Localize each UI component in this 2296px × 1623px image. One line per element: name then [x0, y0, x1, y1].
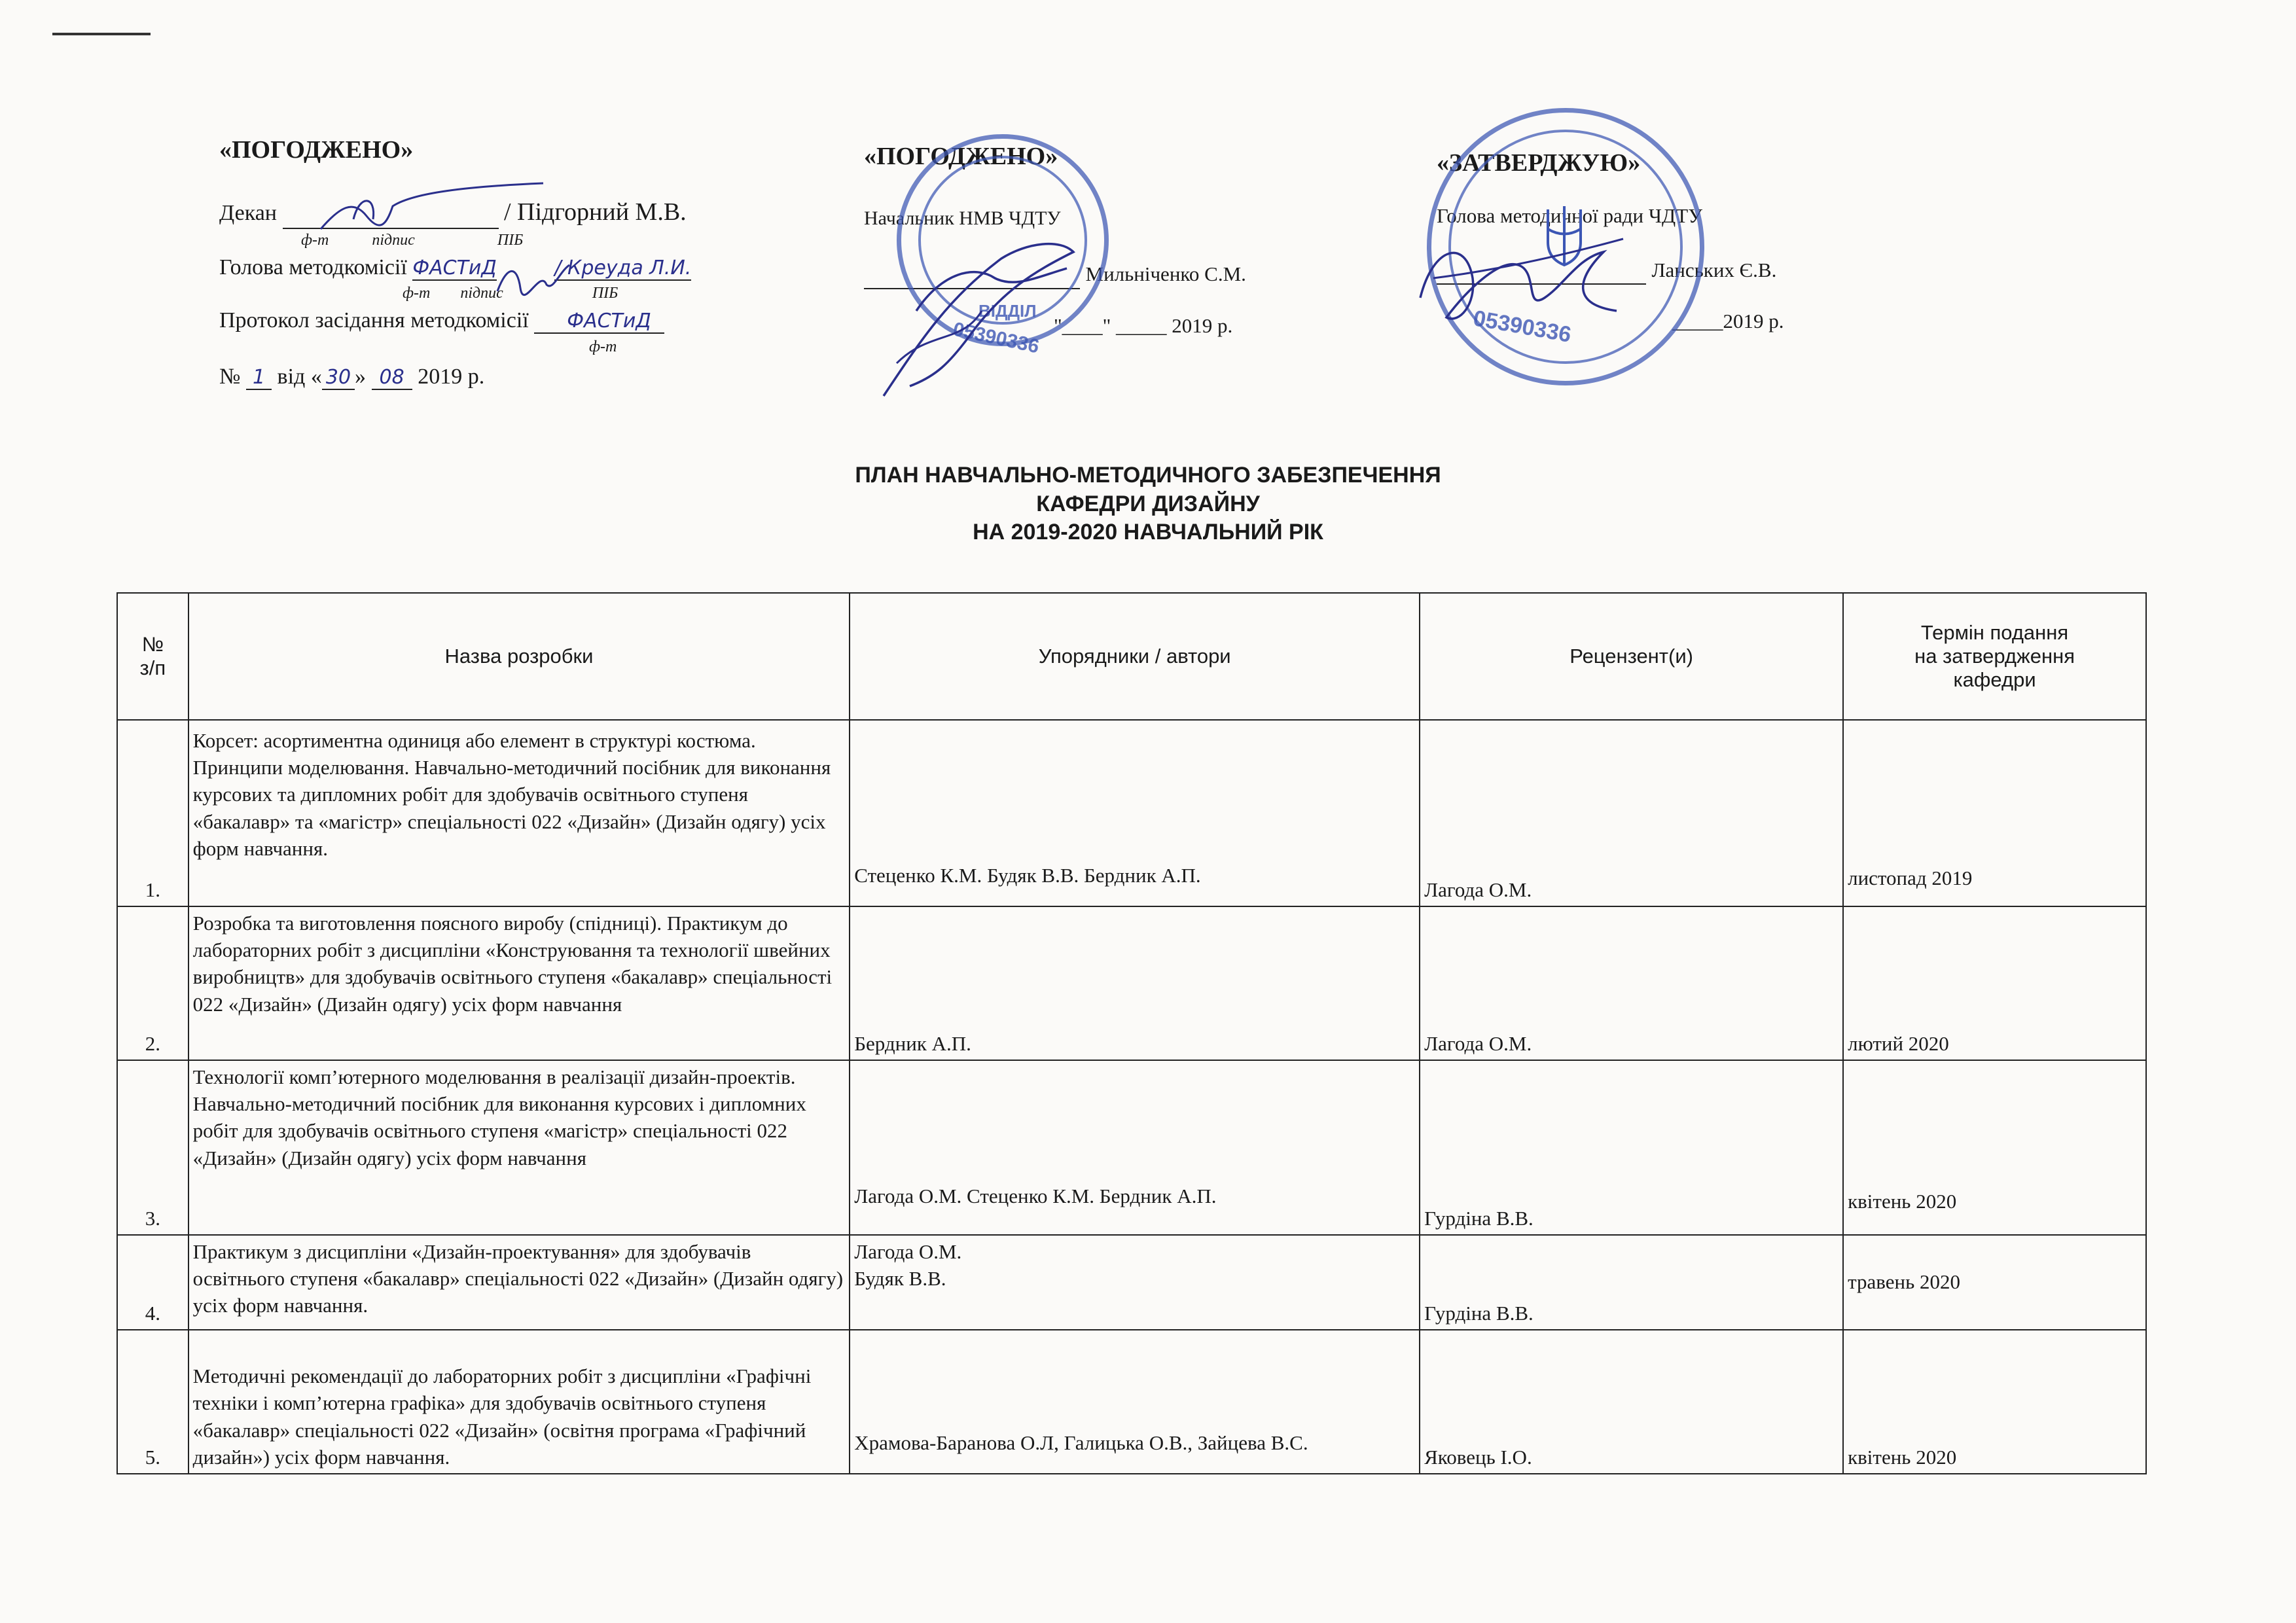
- row-number: 2.: [117, 906, 188, 1060]
- method-commission-label: Голова методкомісії: [219, 255, 407, 279]
- nmv-stamp-word: ВІДДІЛ: [978, 301, 1037, 321]
- document-title: [0, 461, 2296, 547]
- row-term: травень 2020: [1843, 1235, 2146, 1330]
- scan-edge-mark: [52, 33, 151, 35]
- protocol-month-handwritten: 08: [372, 366, 412, 390]
- nmv-date: "____" _____ 2019 р.: [1054, 313, 1233, 337]
- row-term: лютий 2020: [1843, 906, 2146, 1060]
- row-authors: Храмова-Баранова О.Л, Галицька О.В., Зайцева В.С.: [850, 1330, 1420, 1474]
- protocol-date-prefix: від «: [277, 364, 322, 389]
- nmv-name: Мильніченко С.М.: [1085, 262, 1246, 286]
- dean-label: Декан: [219, 201, 277, 226]
- row-title: Практикум з дисципліни «Дизайн-проектування» для здобувачів освітнього ступеня «бакалавр» спеціальності 022 «Дизайн» (Дизайн одягу) усіх форм навчання.: [188, 1235, 850, 1330]
- title-line-2: КАФЕДРИ ДИЗАЙНУ: [1036, 491, 1260, 516]
- sub-label-faculty-3: ф-т: [589, 338, 617, 355]
- row-number: 5.: [117, 1330, 188, 1474]
- row-reviewer: Лагода О.М.: [1420, 720, 1843, 906]
- row-title: Методичні рекомендації до лабораторних робіт з дисципліни «Графічні техніки і комп’ютерна графіка» для здобувачів освітнього ступеня «бакалавр» спеціальності 022 «Дизайн» (освітня програма «Графічний дизайн») усіх форм навчання.: [188, 1330, 850, 1474]
- sub-label-faculty: ф-т: [301, 231, 329, 249]
- protocol-number-date: [219, 363, 841, 391]
- table-row: [117, 1330, 2146, 1474]
- approval-middle-header: «ПОГОДЖЕНО»: [864, 143, 1058, 170]
- approval-section: [0, 134, 2296, 422]
- header-number: № з/п: [117, 593, 188, 720]
- protocol-number-prefix: №: [219, 364, 241, 389]
- sub-label-name: ПІБ: [497, 231, 524, 249]
- table-header-row: [117, 593, 2146, 720]
- plan-table: [117, 592, 2147, 1474]
- council-date: _____2019 р.: [1672, 309, 1784, 332]
- row-authors: Стеценко К.М. Будяк В.В. Бердник А.П.: [850, 720, 1420, 906]
- protocol-sub-label: [589, 337, 841, 357]
- nmv-stamp-code: 05390336: [951, 318, 1041, 358]
- protocol-label: Протокол засідання методкомісії: [219, 308, 529, 333]
- sub-label-faculty-2: ф-т: [403, 285, 431, 302]
- row-title: Розробка та виготовлення поясного виробу (спідниці). Практикум до лабораторних робіт з дисципліни «Конструювання та технології швейних виробництв» для здобувачів освітнього ступеня «бакалавр» спеціальності 022 «Дизайн» (Дизайн одягу) усіх форм навчання: [188, 906, 850, 1060]
- row-reviewer: Гурдіна В.В.: [1420, 1235, 1843, 1330]
- nmv-signature-scribble: [870, 232, 1086, 402]
- protocol-day-handwritten: 30: [322, 366, 355, 390]
- row-number: 1.: [117, 720, 188, 906]
- protocol-year: 2019 р.: [418, 364, 485, 389]
- university-stamp-code: 05390336: [1471, 306, 1573, 348]
- nmv-role: Начальник НМВ ЧДТУ: [864, 207, 1061, 230]
- row-authors: Бердник А.П.: [850, 906, 1420, 1060]
- header-term: Термін подання на затвердження кафедри: [1843, 593, 2146, 720]
- row-term: квітень 2020: [1843, 1330, 2146, 1474]
- table-row: [117, 1235, 2146, 1330]
- council-name: Ланських Є.В.: [1651, 258, 1777, 281]
- dean-name: / Підгорний М.В.: [504, 198, 687, 226]
- row-authors: Лагода О.М. Стеценко К.М. Бердник А.П.: [850, 1060, 1420, 1235]
- sub-label-signature-2: підпис: [460, 285, 503, 302]
- row-term: квітень 2020: [1843, 1060, 2146, 1235]
- council-role: Голова методичної ради ЧДТУ: [1437, 204, 1703, 228]
- method-commission-name-handwritten: / Креуда Л.И.: [554, 256, 692, 279]
- header-reviewer: Рецензент(и): [1420, 593, 1843, 720]
- row-title: Технології комп’ютерного моделювання в реалізації дизайн-проектів. Навчально-методичний посібник для виконання курсових і дипломних робіт для здобувачів освітнього ступеня «магістр» спеціальності 022 «Дизайн» (Дизайн одягу) усіх форм навчання: [188, 1060, 850, 1235]
- table-row: [117, 906, 2146, 1060]
- row-authors: Лагода О.М. Будяк В.В.: [850, 1235, 1420, 1330]
- protocol-date-mid: »: [355, 364, 367, 389]
- sub-label-name-2: ПІБ: [592, 285, 619, 302]
- approval-left-header: «ПОГОДЖЕНО»: [219, 136, 414, 164]
- row-reviewer: Яковець І.О.: [1420, 1330, 1843, 1474]
- row-reviewer: Лагода О.М.: [1420, 906, 1843, 1060]
- title-line-3: НА 2019-2020 НАВЧАЛЬНИЙ РІК: [973, 520, 1323, 545]
- row-number: 3.: [117, 1060, 188, 1235]
- row-reviewer: Гурдіна В.В.: [1420, 1060, 1843, 1235]
- title-line-1: ПЛАН НАВЧАЛЬНО-МЕТОДИЧНОГО ЗАБЕЗПЕЧЕННЯ: [855, 463, 1441, 488]
- table-row: [117, 720, 2146, 906]
- sub-label-signature: підпис: [372, 231, 415, 249]
- method-signature-scribble: [494, 259, 573, 298]
- row-title: Корсет: асортиментна одиниця або елемент в структурі костюма. Принципи моделювання. Навчально-методичний посібник для виконання курсових та дипломних робіт для здобувачів освітнього ступеня «бакалавр» та «магістр» спеціальності 022 «Дизайн» (Дизайн одягу) усіх форм навчання.: [188, 720, 850, 906]
- header-name: Назва розробки: [188, 593, 850, 720]
- method-commission-faculty-handwritten: ФАСТиД: [412, 256, 497, 279]
- protocol-number-handwritten: 1: [246, 366, 272, 390]
- dean-signature-scribble: [314, 180, 550, 239]
- row-term: листопад 2019: [1843, 720, 2146, 906]
- council-signature-scribble: [1407, 219, 1630, 344]
- protocol-faculty-handwritten: ФАСТиД: [534, 310, 664, 334]
- protocol-line: [219, 306, 841, 335]
- table-row: [117, 1060, 2146, 1235]
- header-authors: Упорядники / автори: [850, 593, 1420, 720]
- approval-right-header: «ЗАТВЕРДЖУЮ»: [1437, 149, 1641, 177]
- row-number: 4.: [117, 1235, 188, 1330]
